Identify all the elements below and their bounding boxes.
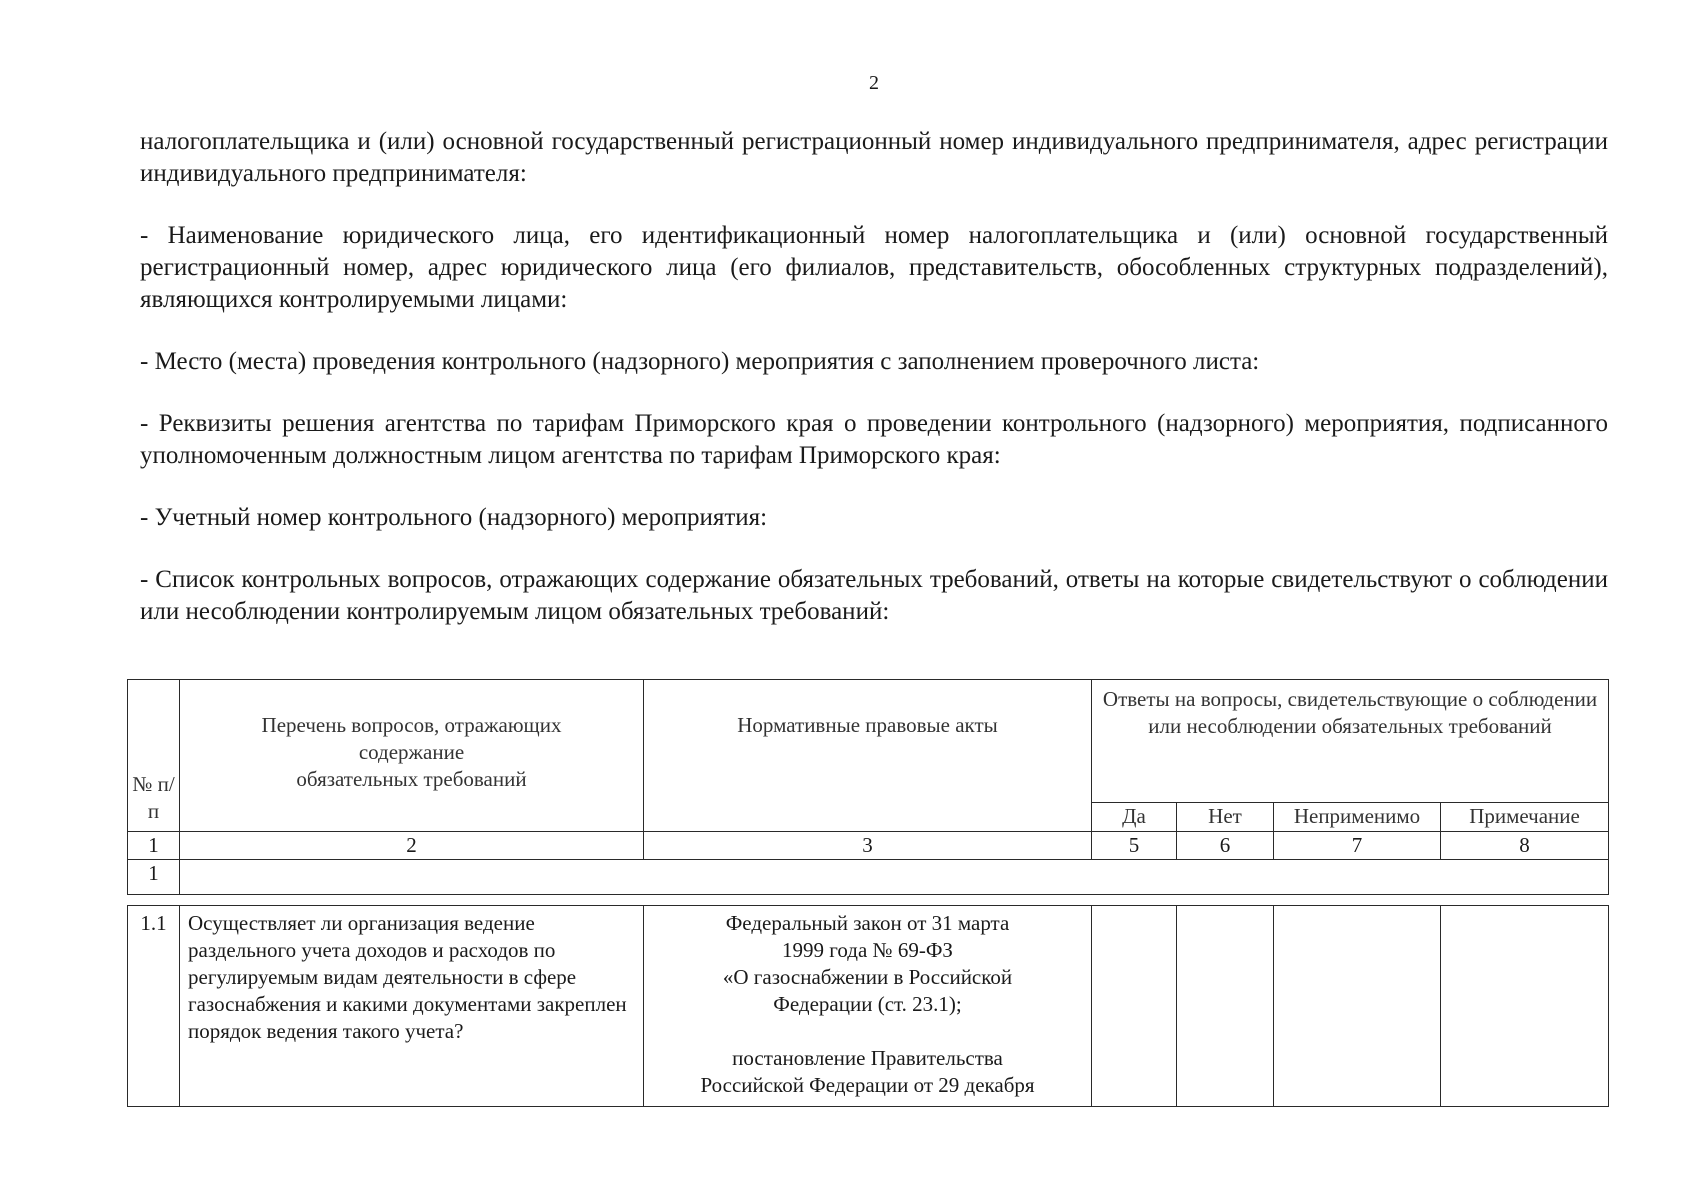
paragraph-question-list: - Список контрольных вопросов, отражающих содержание обязательных требований, ответы на которые свидетельствуют о соблюдении или несоблюдении контролируемым лицом обязательных требований:: [140, 566, 1608, 625]
header-not-applicable: Неприменимо: [1274, 803, 1441, 832]
paragraph-inspection-place: - Место (места) проведения контрольного (надзорного) мероприятия с заполнением проверочного листа:: [140, 348, 1260, 375]
row-number: 1.1: [128, 906, 180, 1107]
column-number: 2: [180, 832, 644, 860]
checklist-table: [127, 679, 1609, 1107]
header-answers-group: Ответы на вопросы, свидетельствующие о соблюдении или несоблюдении обязательных требований: [1092, 680, 1609, 803]
answer-no-cell[interactable]: [1177, 906, 1274, 1107]
spacer-row: [128, 895, 1609, 906]
document-body: [140, 126, 1608, 658]
row-question: Осуществляет ли организация ведение раздельного учета доходов и расходов по регулируемым видам деятельности в сфере газоснабжения и какими документами закреплен порядок ведения такого учета?: [180, 906, 644, 1107]
header-number: № п/ п: [128, 680, 180, 832]
column-number: 6: [1177, 832, 1274, 860]
header-no: Нет: [1177, 803, 1274, 832]
column-number-row: [128, 832, 1609, 860]
column-number: 1: [128, 832, 180, 860]
paragraph-legal-entity: - Наименование юридического лица, его идентификационный номер налогоплательщика и (или) основной государственный регистрационный номер, адрес юридического лица (его филиалов, представительств, обособленных структурных подразделений), являющихся контролируемыми лицами:: [140, 222, 1608, 313]
table-row: [128, 906, 1609, 1107]
page-number: 2: [869, 72, 879, 94]
column-number: 8: [1441, 832, 1609, 860]
section-number: 1: [128, 860, 180, 895]
column-number: 3: [644, 832, 1092, 860]
column-number: 7: [1274, 832, 1441, 860]
paragraph-registration-number: - Учетный номер контрольного (надзорного) мероприятия:: [140, 504, 768, 531]
answer-note-cell[interactable]: [1441, 906, 1609, 1107]
header-questions: Перечень вопросов, отражающих содержание обязательных требований: [180, 680, 644, 832]
header-note: Примечание: [1441, 803, 1609, 832]
column-number: 5: [1092, 832, 1177, 860]
section-row: [128, 860, 1609, 895]
header-legal-acts: Нормативные правовые акты: [644, 680, 1092, 832]
answer-yes-cell[interactable]: [1092, 906, 1177, 1107]
row-legal-acts: Федеральный закон от 31 марта 1999 года № 69-ФЗ «О газоснабжении в Российской Федерации (ст. 23.1); постановление Правительства Российской Федерации от 29 декабря: [644, 906, 1092, 1107]
paragraph-ip-registration: налогоплательщика и (или) основной государственный регистрационный номер индивидуального предпринимателя, адрес регистрации индивидуального предпринимателя:: [140, 128, 1608, 187]
header-row-1: [128, 680, 1609, 803]
answer-not-applicable-cell[interactable]: [1274, 906, 1441, 1107]
header-yes: Да: [1092, 803, 1177, 832]
paragraph-decision-details: - Реквизиты решения агентства по тарифам Приморского края о проведении контрольного (надзорного) мероприятия, подписанного уполномоченным должностным лицом агентства по тарифам Приморского края:: [140, 410, 1608, 469]
section-title: [180, 860, 1609, 895]
